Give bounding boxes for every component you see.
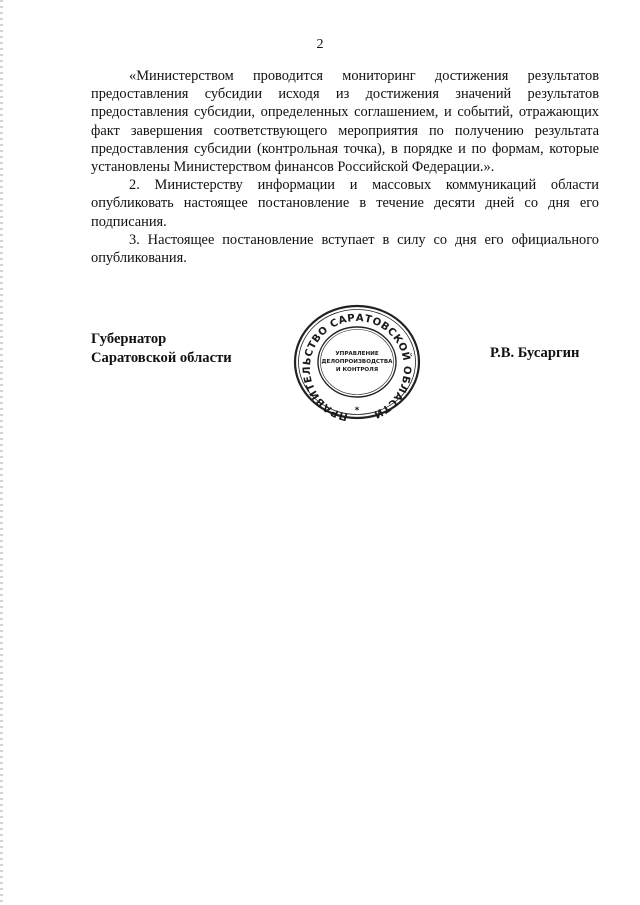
paragraph-entry-into-force: 3. Настоящее постановление вступает в силу со дня его официального опубликования. (91, 231, 599, 267)
seal-inner-line-2: ДЕЛОПРОИЗВОДСТВА (321, 359, 393, 365)
paragraph-monitoring: «Министерством проводится мониторинг достижения результатов предоставления субсидии исходя из достижения значений результатов предоставления субсидии, определенных соглашением, и событий, отражающих факт завершения соответствующего мероприятия по получению результата предоставления субсидии (контрольная точка), в порядке и по формам, которые установлены Министерством финансов Российской Федерации.». (91, 68, 599, 176)
signatory-title: Губернатор (91, 331, 167, 347)
document-body (91, 67, 599, 267)
seal-inner-line-3: И КОНТРОЛЯ (335, 367, 379, 373)
page-number: 2 (316, 37, 324, 52)
signatory-position (91, 330, 232, 367)
paragraph-publication: 2. Министерству информации и массовых коммуникаций области опубликовать настоящее постановление в течение десяти дней со дня его подписания. (91, 177, 599, 230)
seal-star-icon: * (354, 406, 360, 416)
scan-margin-artifact (0, 0, 3, 905)
signatory-name: Р.В. Бусаргин (490, 345, 580, 361)
seal-outer-text: ПРАВИТЕЛЬСТВО САРАТОВСКОЙ ОБЛАСТИ (301, 312, 413, 421)
seal-inner-line-1: УПРАВЛЕНИЕ (335, 351, 379, 357)
signatory-region: Саратовской области (91, 349, 232, 366)
official-seal (292, 303, 422, 421)
